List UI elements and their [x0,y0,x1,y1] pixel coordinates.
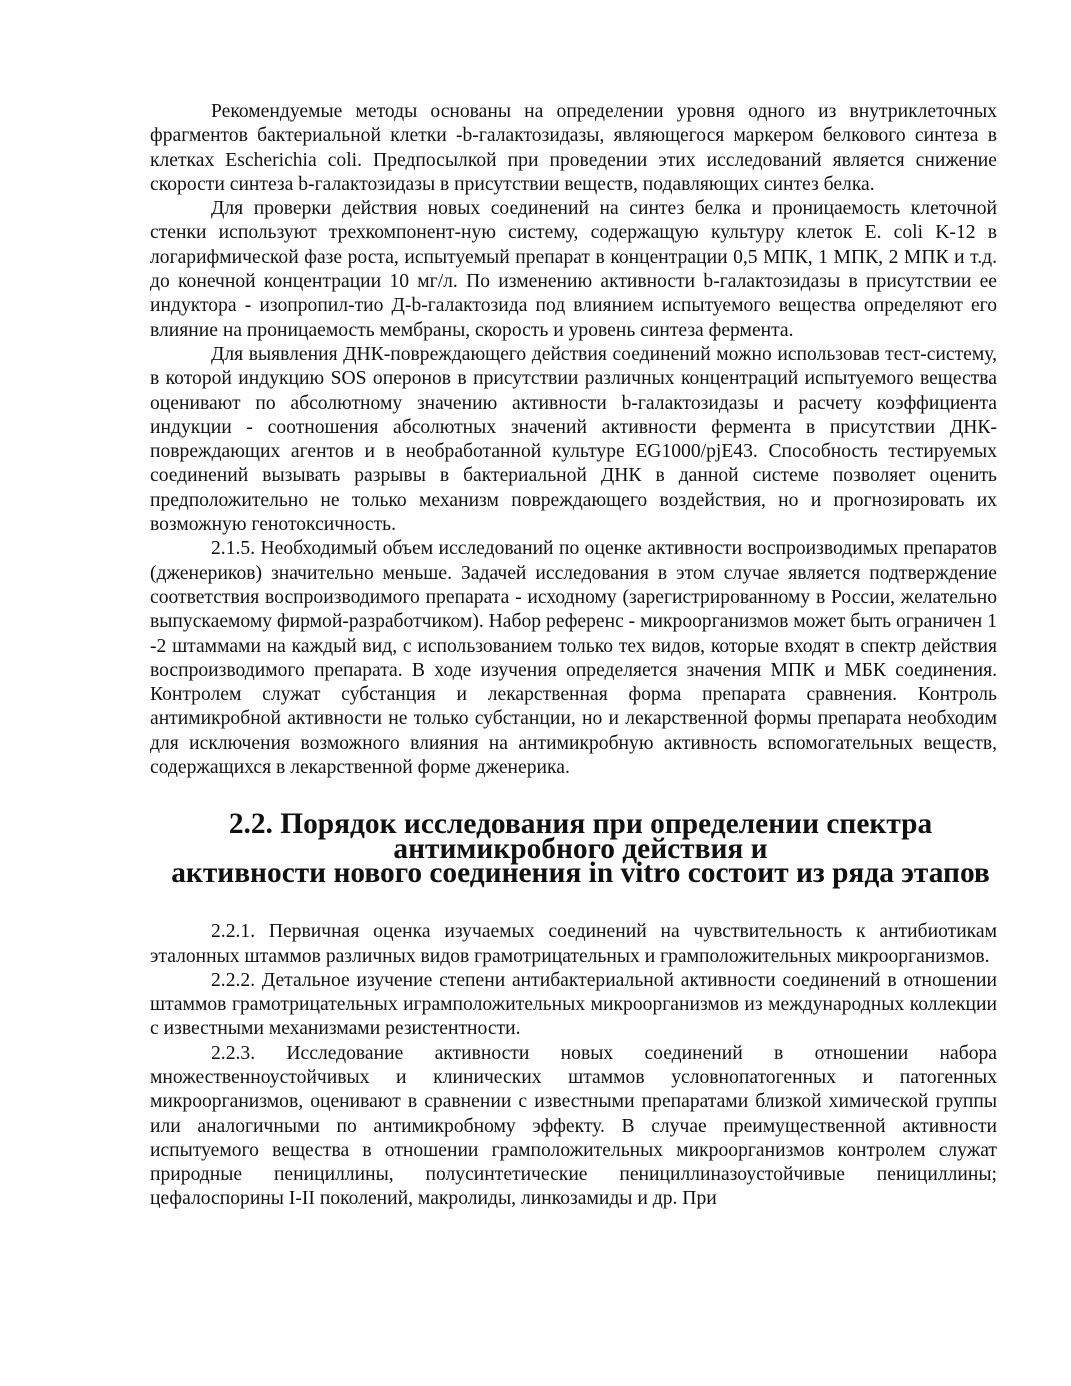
paragraph-2-2-1: 2.2.1. Первичная оценка изучаемых соединений на чувствительность к антибиотикам эталонных штаммов различных видов грамотрицательных и грамположительных микроорганизмов. [150,921,997,967]
heading-line-2: активности нового соединения in vitro состоит из ряда этапов [171,856,990,889]
paragraph-2-2-2: 2.2.2. Детальное изучение степени антибактериальной активности соединений в отношении штаммов грамотрицательных играмположительных микроорганизмов из международных коллекции с известными механизмами резистентности. [150,969,997,1040]
paragraph-beta-galactosidase-methods: Рекомендуемые методы основаны на определении уровня одного из внутриклеточных фрагментов бактериальной клетки -b-галактозидазы, являющегося маркером белкового синтеза в клетках Escherichia coli. Предпосылкой при проведении этих исследований является снижение скорости синтеза b-галактозидазы в присутствии веществ, подавляющих синтез белка. [150,101,997,195]
paragraph-dna-damage-test: Для выявления ДНК-повреждающего действия соединений можно использовав тест-систему, в которой индукцию SOS оперонов в присутствии различных концентраций испытуемого вещества оценивают по абсолютному значению активности b-галактозидазы и расчету коэффициента индукции - соотношения абсолютных значений активности фермента в присутствии ДНК-повреждающих агентов и в необработанной культуре EG1000/pjE43. Способность тестируемых соединений вызывать разрывы в бактериальной ДНК в данной системе позволяет оценить предположительно не только механизм повреждающего воздействия, но и прогнозировать их возможную генотоксичность. [150,343,997,536]
section-heading-2-2 [150,808,997,889]
heading-line-1: 2.2. Порядок исследования при определении спектра антимикробного действия и [228,808,933,865]
paragraph-2-2-3: 2.2.3. Исследование активности новых соединений в отношении набора множественноустойчивых и клинических штаммов условнопатогенных и патогенных микроорганизмов, оценивают в сравнении с известными препаратами близкой химической группы или аналогичными по антимикробному эффекту. В случае преимущественной активности испытуемого вещества в отношении грамположительных микроорганизмов контролем служат природные пенициллины, полусинтетические пенициллиназоустойчивые пенициллины; цефалоспорины I-II поколений, макролиды, линкозамиды и др. При [150,1042,997,1210]
paragraph-protein-synthesis-test: Для проверки действия новых соединений на синтез белка и проницаемость клеточной стенки используют трехкомпонент-ную систему, содержащую культуру клеток E. coli K-12 в логарифмической фазе роста, испытуемый препарат в концентрации 0,5 МПК, 1 МПК, 2 МПК и т.д. до конечной концентрации 10 мг/л. По изменению активности b-галактозидазы в присутствии ее индуктора - изопропил-тио Д-b-галактозида под влиянием испытуемого вещества определяют его влияние на проницаемость мембраны, скорость и уровень синтеза фермента. [150,198,997,341]
document-page [150,100,997,1212]
paragraph-generics-2-1-5: 2.1.5. Необходимый объем исследований по оценке активности воспроизводимых препаратов (дженериков) значительно меньше. Задачей исследования в этом случае является подтверждение соответствия воспроизводимого препарата - исходному (зарегистрированному в России, желательно выпускаемому фирмой-разработчиком). Набор референс - микроорганизмов может быть ограничен 1 -2 штаммами на каждый вид, с использованием только тех видов, которые входят в спектр действия воспроизводимого препарата. В ходе изучения определяется значения МПК и МБК соединения. Контролем служат субстанция и лекарственная форма препарата сравнения. Контроль антимикробной активности не только субстанции, но и лекарственной формы препарата необходим для исключения возможного влияния на антимикробную активность вспомогательных веществ, содержащихся в лекарственной форме дженерика. [150,538,997,779]
